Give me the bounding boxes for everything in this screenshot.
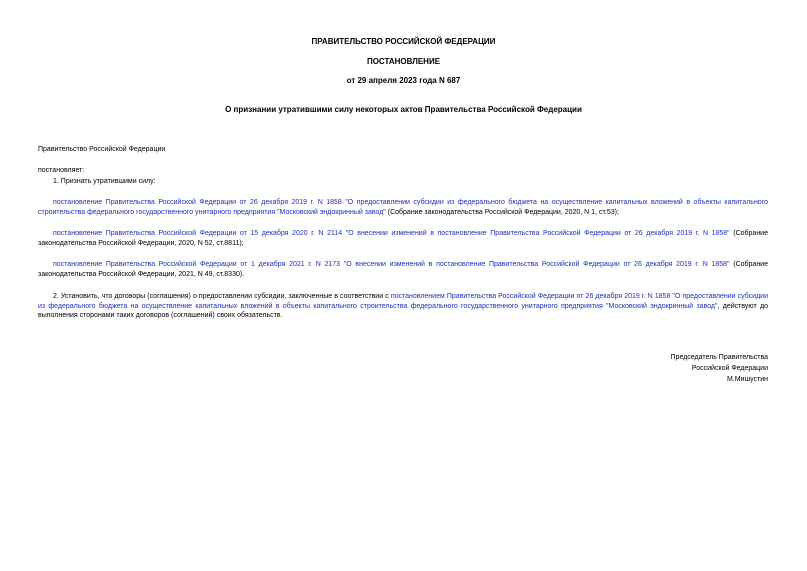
resolves-line: постановляет: xyxy=(38,167,85,174)
signature-name: М.Мишустин xyxy=(726,376,768,383)
item-2-post: , действуют до выполнения сторонами таких договоров (соглашений) своих обязательств. xyxy=(38,302,768,319)
signature-title-1: Председатель Правительства xyxy=(670,354,768,361)
item-2-link[interactable]: постановлением Правительства Российской Федерации от 26 декабря 2019 г. N 1858 "О предоставлении субсидии из федерального бюджета на осуществление капитальных вложений в объекты капитального строительства федерального государственного унитарного предприятия "Московский эндокринный завод" xyxy=(38,293,768,310)
issuer-line: Правительство Российской Федерации xyxy=(38,146,166,153)
item-2-pre: 2. Установить, что договоры (соглашения) о предоставлении субсидии, заключенные в соответствии с xyxy=(53,293,391,300)
document-type-heading: ПОСТАНОВЛЕНИЕ xyxy=(366,57,441,66)
repealed-act-1 xyxy=(38,198,768,217)
government-heading: ПРАВИТЕЛЬСТВО РОССИЙСКОЙ ФЕДЕРАЦИИ xyxy=(311,37,496,46)
item-2-paragraph xyxy=(38,292,768,321)
act-3-source: (Собрание законодательства Российской Федерации, 2021, N 49, ст.8330). xyxy=(38,261,768,278)
act-1-link[interactable]: постановление Правительства Российской Федерации от 26 декабря 2019 г. N 1858 "О предоставлении субсидии из федерального бюджета на осуществление капитальных вложений в объекты капитального строительства федерального государственного унитарного предприятия "Московский эндокринный завод" xyxy=(38,199,768,216)
document-title: О признании утратившими силу некоторых актов Правительства Российской Федерации xyxy=(225,105,582,114)
repealed-act-2 xyxy=(38,229,768,248)
item-1-heading: 1. Признать утратившими силу: xyxy=(53,178,156,185)
repealed-act-3 xyxy=(38,260,768,279)
signature-title-2: Российской Федерации xyxy=(691,365,768,372)
act-1-source: (Собрание законодательства Российской Федерации, 2020, N 1, ст.53); xyxy=(385,208,619,216)
act-2-link[interactable]: постановление Правительства Российской Федерации от 15 декабря 2020 г. N 2114 "О внесении изменений в постановление Правительства Российской Федерации от 26 декабря 2019 г. N 1858" xyxy=(53,230,730,237)
act-3-link[interactable]: постановление Правительства Российской Федерации от 1 декабря 2021 г. N 2173 "О внесении изменений в постановление Правительства Российской Федерации от 26 декабря 2019 г. N 1858" xyxy=(53,261,730,268)
document-date-number: от 29 апреля 2023 года N 687 xyxy=(346,76,461,85)
act-2-source: (Собрание законодательства Российской Федерации, 2020, N 52, ст.8811); xyxy=(38,230,768,247)
